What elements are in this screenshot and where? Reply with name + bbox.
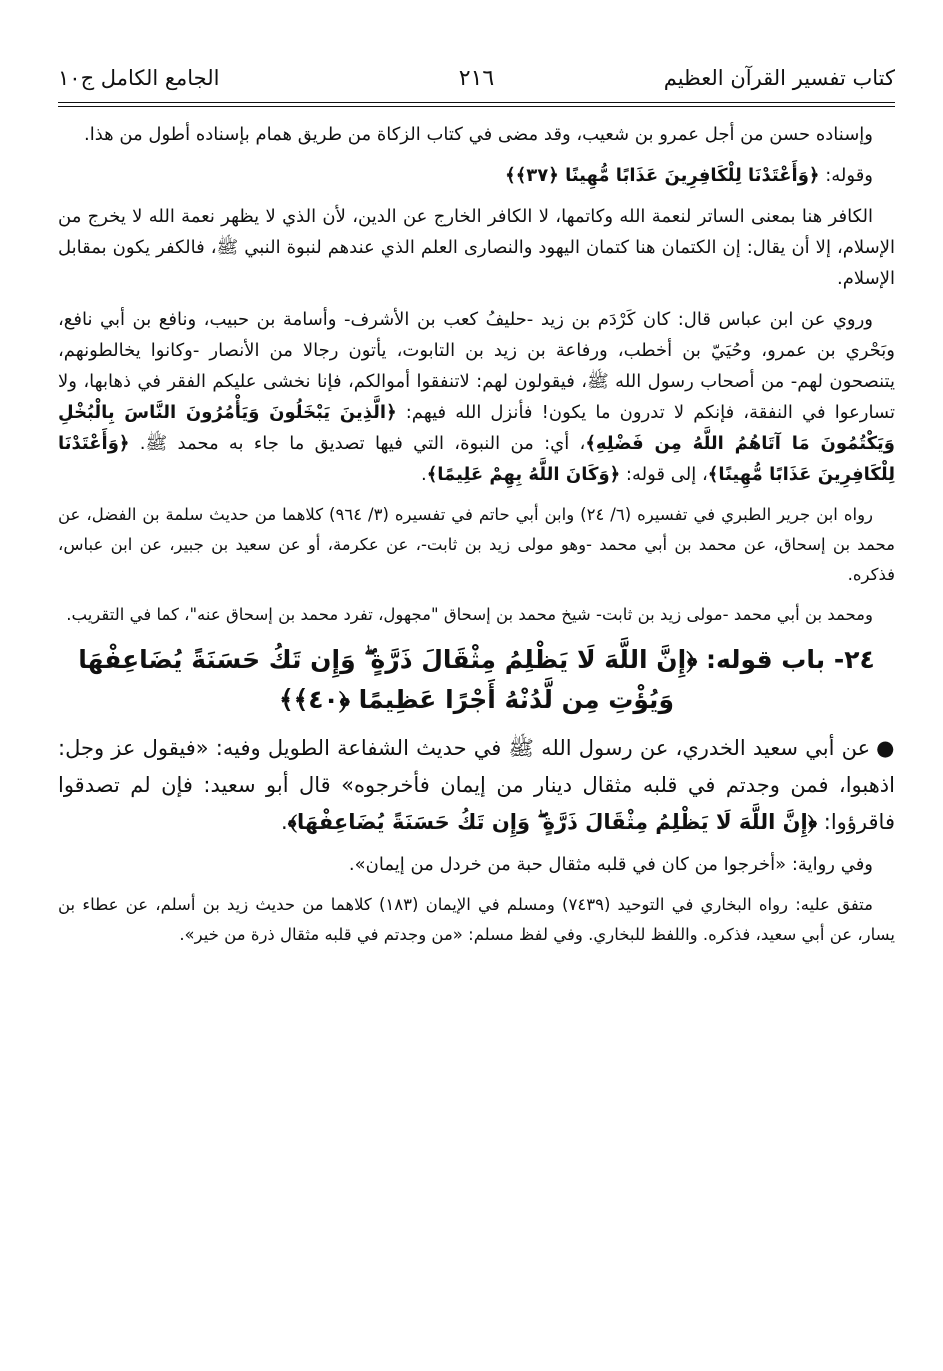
header-rule-top	[58, 102, 895, 103]
narration-text: ، إلى قوله:	[620, 464, 708, 485]
paragraph-narrator-note: ومحمد بن أبي محمد -مولى زيد بن ثابت- شيخ محمد بن إسحاق "مجهول، تفرد محمد بن إسحاق عنه"، كما في التقريب.	[66, 605, 873, 624]
hadith-main	[58, 730, 895, 841]
chapter-quran-verse: ﴿إِنَّ اللَّهَ لَا يَظْلِمُ مِثْقَالَ ذَرَّةٍ ۖ وَإِن تَكُ حَسَنَةً يُضَاعِفْهَا وَيُؤْتِ مِن لَّدُنْهُ أَجْرًا عَظِيمًا ﴿٤٠﴾﴾	[78, 645, 698, 714]
quran-verse: ﴿وَأَعْتَدْنَا لِلْكَافِرِينَ عَذَابًا مُّهِينًا﴾	[58, 433, 895, 485]
page-number: ٢١٦	[458, 66, 495, 91]
paragraph-takhrij-tabari: رواه ابن جرير الطبري في تفسيره (٦/ ٢٤) وابن أبي حاتم في تفسيره (٣/ ٩٦٤) كلاهما من حديث سلمة بن الفضل، عن محمد بن إسحاق، عن محمد بن أبي محمد -وهو مولى زيد بن ثابت-، عن عكرمة، أو عن سعيد بن جبير، عن ابن عباس، فذكره.	[58, 505, 895, 584]
chapter-number-title: ٢٤- باب قوله:	[697, 645, 875, 674]
header-rule-bottom	[58, 106, 895, 107]
hadith-text: عن أبي سعيد الخدري، عن رسول الله ﷺ في حديث الشفاعة الطويل وفيه: «فيقول عز وجل: اذهبوا، فمن وجدتم في قلبه مثقال دينار من إيمان فأخرجوه» قال أبو سعيد: فإن لم تصدقوا فاقرؤوا:	[58, 736, 895, 834]
paragraph-ibn-abbas	[58, 304, 895, 490]
volume-label: الجامع الكامل ج١٠	[58, 66, 220, 90]
hadith-text: .	[281, 810, 288, 834]
paragraph-takhrij-bukhari: متفق عليه: رواه البخاري في التوحيد (٧٤٣٩) ومسلم في الإيمان (١٨٣) كلاهما من حديث زيد بن أسلم، عن عطاء بن يسار، عن أبي سعيد، فذكره. واللفظ للبخاري. وفي لفظ مسلم: «من وجدتم في قلبه مثقال ذرة من خير».	[58, 895, 895, 944]
quran-verse: ﴿الَّذِينَ يَبْخَلُونَ وَيَأْمُرُونَ النَّاسَ بِالْبُخْلِ وَيَكْتُمُونَ مَا آتَاهُمُ اللَّهُ مِن فَضْلِهِ﴾	[58, 402, 895, 454]
book-title: كتاب تفسير القرآن العظيم	[663, 66, 895, 90]
paragraph-isnad: وإسناده حسن من أجل عمرو بن شعيب، وقد مضى في كتاب الزكاة من طريق همام بإسناده أطول من هذا.	[83, 124, 873, 145]
quran-verse: ﴿إِنَّ اللَّهَ لَا يَظْلِمُ مِثْقَالَ ذَرَّةٍ ۖ وَإِن تَكُ حَسَنَةً يُضَاعِفْهَا﴾	[287, 810, 818, 834]
quran-verse: ﴿وَكَانَ اللَّهُ بِهِمْ عَلِيمًا﴾	[426, 464, 621, 485]
verse-intro: وقوله:	[819, 165, 873, 186]
narration-text: ، أي: من النبوة، التي فيها تصديق ما جاء به محمد ﷺ.	[129, 433, 586, 454]
page-header	[58, 62, 895, 102]
paragraph-verse-37	[58, 160, 895, 191]
paragraph-kufr-explanation: الكافر هنا بمعنى الساتر لنعمة الله وكاتمها، لا الكافر الخارج عن الدين، لأن الذي لا يظهر نعمة الله لا يخرج من الإسلام، إلا أن يقال: إن الكتمان هنا كتمان اليهود والنصارى العلم الذي عندهم لنبوة النبي ﷺ، فالكفر يكون بمقابل الإسلام.	[58, 206, 895, 289]
quran-verse: ﴿وَأَعْتَدْنَا لِلْكَافِرِينَ عَذَابًا مُّهِينًا ﴿٣٧﴾﴾	[505, 165, 820, 186]
chapter-heading	[58, 640, 895, 720]
page-body	[58, 119, 895, 950]
paragraph-riwaya: وفي رواية: «أخرجوا من كان في قلبه مثقال حبة من خردل من إيمان».	[348, 854, 873, 875]
narration-text: .	[421, 464, 427, 485]
bullet-icon: ●	[876, 736, 895, 760]
narration-text: وروي عن ابن عباس قال: كان كَرْدَم بن زيد -حليفُ كعب بن الأشرف- وأسامة بن حبيب، ونافع بن أبي نافع، وبَحْري بن عمرو، وحُيَيّ بن أخطب، ورفاعة بن زيد بن التابوت، يأتون رجالا من الأنصار -وكانوا يخالطونهم، يتنصحون لهم- من أصحاب رسول الله ﷺ، فيقولون لهم: لاتنفقوا أموالكم، فإنا نخشى عليكم الفقر في ذهابها، ولا تسارعوا في النفقة، فإنكم لا تدرون ما يكون! فأنزل الله فيهم:	[58, 309, 895, 423]
